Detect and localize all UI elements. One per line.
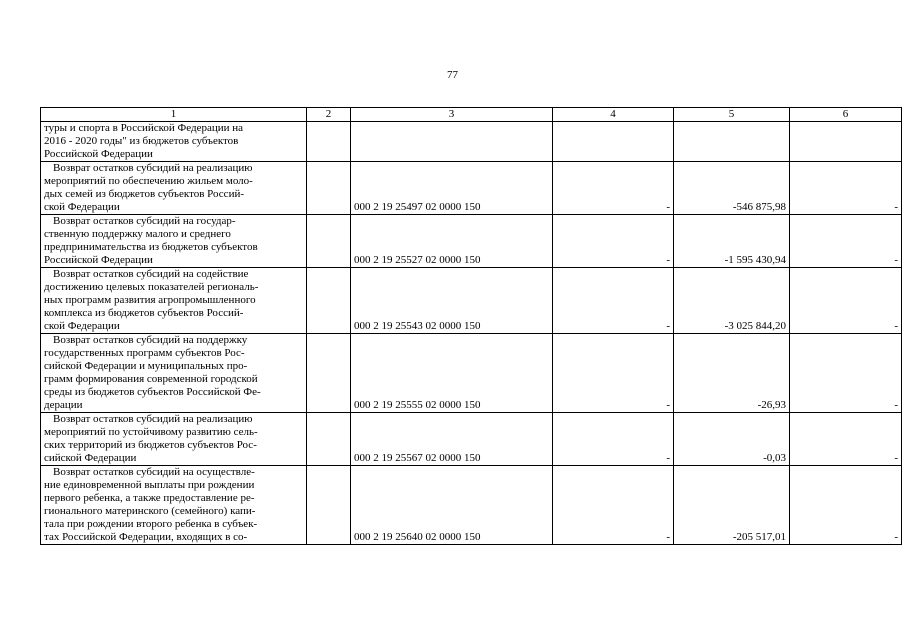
- budget-code-cell: 000 2 19 25640 02 0000 150: [351, 466, 553, 545]
- table-row: [41, 122, 902, 162]
- description-line: достижению целевых показателей региональ-: [44, 281, 259, 293]
- column-4-cell: -: [553, 334, 674, 413]
- description-line: Возврат остатков субсидий на государ-: [53, 215, 236, 227]
- description-line: Возврат остатков субсидий на содействие: [53, 268, 249, 280]
- column-header: 6: [790, 108, 902, 122]
- table-header-row: [41, 108, 902, 122]
- description-line: комплекса из бюджетов субъектов Россий-: [44, 307, 244, 319]
- amount-cell: -0,03: [674, 413, 790, 466]
- column-header: 2: [307, 108, 351, 122]
- description-line: туры и спорта в Российской Федерации на: [44, 122, 244, 134]
- description-line: ние единовременной выплаты при рождении: [44, 479, 255, 491]
- amount-cell: [674, 122, 790, 162]
- table-row: [41, 268, 902, 334]
- description-line: ской Федерации: [44, 320, 120, 332]
- budget-code-cell: [351, 122, 553, 162]
- table-row: [41, 215, 902, 268]
- budget-code-cell: 000 2 19 25543 02 0000 150: [351, 268, 553, 334]
- description-line: ских территорий из бюджетов субъектов Рос-: [44, 439, 257, 451]
- table-row: [41, 413, 902, 466]
- row-description: [41, 162, 307, 215]
- column-2-cell: [307, 122, 351, 162]
- description-line: Возврат остатков субсидий на поддержку: [53, 334, 248, 346]
- description-line: Российской Федерации: [44, 148, 153, 160]
- description-line: предпринимательства из бюджетов субъектов: [44, 241, 258, 253]
- description-line: ственную поддержку малого и среднего: [44, 228, 231, 240]
- column-2-cell: [307, 413, 351, 466]
- description-line: Возврат остатков субсидий на осуществле-: [53, 466, 255, 478]
- description-line: сийской Федерации и муниципальных про-: [44, 360, 248, 372]
- description-line: дерации: [44, 399, 83, 411]
- column-4-cell: -: [553, 215, 674, 268]
- description-line: ных программ развития агропромышленного: [44, 294, 256, 306]
- column-2-cell: [307, 162, 351, 215]
- amount-cell: -546 875,98: [674, 162, 790, 215]
- column-6-cell: -: [790, 334, 902, 413]
- amount-cell: -3 025 844,20: [674, 268, 790, 334]
- column-4-cell: -: [553, 413, 674, 466]
- column-header: 4: [553, 108, 674, 122]
- description-line: дых семей из бюджетов субъектов Россий-: [44, 188, 245, 200]
- description-line: гионального материнского (семейного) капи-: [44, 505, 256, 517]
- column-6-cell: -: [790, 162, 902, 215]
- amount-cell: -1 595 430,94: [674, 215, 790, 268]
- column-header: 3: [351, 108, 553, 122]
- column-6-cell: -: [790, 268, 902, 334]
- description-line: 2016 - 2020 годы" из бюджетов субъектов: [44, 135, 239, 147]
- description-line: Возврат остатков субсидий на реализацию: [53, 162, 253, 174]
- description-line: мероприятий по обеспечению жильем моло-: [44, 175, 253, 187]
- amount-cell: -205 517,01: [674, 466, 790, 545]
- row-description: [41, 215, 307, 268]
- column-2-cell: [307, 215, 351, 268]
- row-description: [41, 413, 307, 466]
- description-line: среды из бюджетов субъектов Российской Фе-: [44, 386, 261, 398]
- description-line: сийской Федерации: [44, 452, 137, 464]
- description-line: мероприятий по устойчивому развитию сель-: [44, 426, 258, 438]
- row-description: [41, 122, 307, 162]
- description-line: первого ребенка, а также предоставление ре-: [44, 492, 255, 504]
- column-6-cell: -: [790, 466, 902, 545]
- budget-code-cell: 000 2 19 25555 02 0000 150: [351, 334, 553, 413]
- description-line: Возврат остатков субсидий на реализацию: [53, 413, 253, 425]
- budget-code-cell: 000 2 19 25497 02 0000 150: [351, 162, 553, 215]
- description-line: тах Российской Федерации, входящих в со-: [44, 531, 248, 543]
- description-line: грамм формирования современной городской: [44, 373, 258, 385]
- column-6-cell: -: [790, 413, 902, 466]
- table-row: [41, 466, 902, 545]
- description-line: ской Федерации: [44, 201, 120, 213]
- description-line: государственных программ субъектов Рос-: [44, 347, 245, 359]
- table-row: [41, 162, 902, 215]
- budget-table: [40, 107, 902, 545]
- column-header: 1: [41, 108, 307, 122]
- column-2-cell: [307, 268, 351, 334]
- budget-code-cell: 000 2 19 25527 02 0000 150: [351, 215, 553, 268]
- budget-code-cell: 000 2 19 25567 02 0000 150: [351, 413, 553, 466]
- row-description: [41, 466, 307, 545]
- column-2-cell: [307, 466, 351, 545]
- row-description: [41, 268, 307, 334]
- amount-cell: -26,93: [674, 334, 790, 413]
- column-4-cell: -: [553, 466, 674, 545]
- description-line: Российской Федерации: [44, 254, 153, 266]
- column-4-cell: -: [553, 268, 674, 334]
- column-4-cell: -: [553, 162, 674, 215]
- description-line: тала при рождении второго ребенка в субъек-: [44, 518, 258, 530]
- column-6-cell: -: [790, 215, 902, 268]
- page-number: 77: [447, 69, 458, 81]
- column-header: 5: [674, 108, 790, 122]
- column-6-cell: [790, 122, 902, 162]
- row-description: [41, 334, 307, 413]
- column-2-cell: [307, 334, 351, 413]
- table-row: [41, 334, 902, 413]
- table-body: [41, 122, 902, 545]
- column-4-cell: [553, 122, 674, 162]
